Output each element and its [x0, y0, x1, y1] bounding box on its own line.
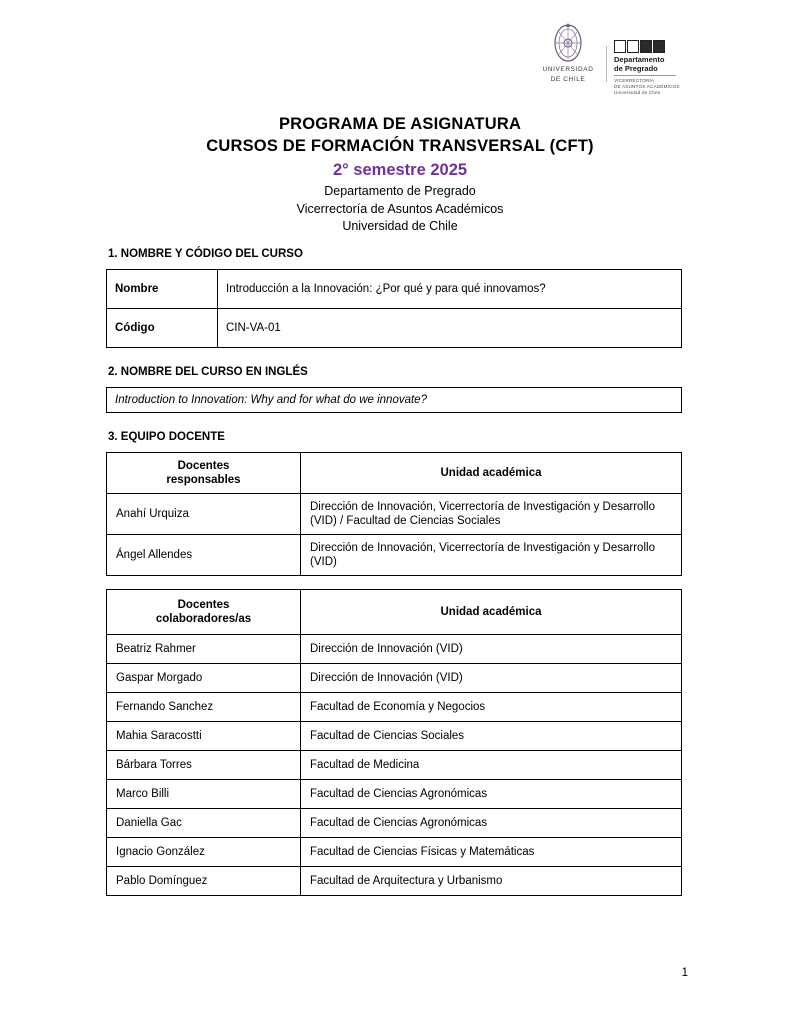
department-sub1: VICERRECTORÍA [614, 78, 655, 83]
table-row [107, 838, 682, 867]
course-code-value: CIN-VA-01 [218, 309, 682, 348]
collaborating-teacher-unit: Facultad de Arquitectura y Urbanismo [301, 867, 682, 896]
lead-teachers-header [107, 453, 301, 494]
collaborating-teacher-unit: Facultad de Ciencias Agronómicas [301, 809, 682, 838]
table-header-row [107, 590, 682, 635]
table-row [107, 270, 682, 309]
table-row [107, 664, 682, 693]
title-sub-1: Departamento de Pregrado [324, 184, 476, 198]
collaborating-teacher-name: Fernando Sanchez [107, 693, 301, 722]
collaborating-teacher-name: Marco Billi [107, 780, 301, 809]
collaborating-teacher-unit: Dirección de Innovación (VID) [301, 635, 682, 664]
course-code-label: Código [107, 309, 218, 348]
collaborating-teacher-name: Mahia Saracostti [107, 722, 301, 751]
collaborating-teachers-table [106, 589, 682, 896]
table-row [107, 535, 682, 576]
table-row [107, 780, 682, 809]
collaborating-teacher-unit: Facultad de Ciencias Agronómicas [301, 780, 682, 809]
table-row [107, 635, 682, 664]
collaborating-teachers-header [107, 590, 301, 635]
table-row [107, 751, 682, 780]
course-name-value: Introducción a la Innovación: ¿Por qué y para qué innovamos? [218, 270, 682, 309]
department-logo [614, 40, 694, 96]
collaborating-teacher-name: Ignacio González [107, 838, 301, 867]
title-semester: 2° semestre 2025 [332, 161, 468, 179]
course-name-label: Nombre [107, 270, 218, 309]
collaborating-teacher-unit: Facultad de Ciencias Físicas y Matemáticas [301, 838, 682, 867]
collaborating-teacher-name: Gaspar Morgado [107, 664, 301, 693]
collaborating-teacher-unit: Facultad de Economía y Negocios [301, 693, 682, 722]
university-name-line1: UNIVERSIDAD [542, 66, 594, 73]
table-row [107, 809, 682, 838]
table-row [107, 388, 682, 413]
lead-teachers-table [106, 452, 682, 576]
table-row [107, 722, 682, 751]
lead-teachers-unit-header: Unidad académica [301, 453, 682, 494]
collaborating-teacher-unit: Facultad de Ciencias Sociales [301, 722, 682, 751]
table-row [107, 494, 682, 535]
department-line2: de Pregrado [614, 63, 658, 73]
collaborating-teacher-name: Beatriz Rahmer [107, 635, 301, 664]
department-rule [614, 75, 676, 76]
title-sub-3: Universidad de Chile [342, 219, 458, 233]
department-sub2: DE ASUNTOS ACADÉMICOS [614, 84, 680, 89]
lead-teachers-header-line1: Docentes [177, 460, 230, 472]
course-name-code-table [106, 269, 682, 348]
collaborating-teacher-name: Pablo Domínguez [107, 867, 301, 896]
logo-divider [606, 46, 607, 82]
university-logo [534, 22, 602, 84]
section-heading-1: 1. NOMBRE Y CÓDIGO DEL CURSO [108, 248, 303, 260]
section-heading-3: 3. EQUIPO DOCENTE [108, 431, 225, 443]
department-line1: Departamento [614, 55, 665, 64]
page-number: 1 [681, 967, 688, 979]
lead-teachers-header-line2: responsables [166, 474, 241, 486]
lead-teacher-unit: Dirección de Innovación, Vicerrectoría de Investigación y Desarrollo (VID) [301, 535, 682, 576]
university-name-line2: DE CHILE [550, 76, 586, 83]
department-blocks-icon [614, 40, 694, 54]
document-body [106, 248, 682, 896]
collaborating-teachers-header-line1: Docentes [177, 599, 230, 611]
collaborating-teachers-header-line2: colaboradores/as [155, 613, 252, 625]
collaborating-teacher-unit: Facultad de Medicina [301, 751, 682, 780]
department-sub3: Universidad de Chile [614, 90, 661, 95]
course-english-name-value: Introduction to Innovation: Why and for what do we innovate? [107, 388, 682, 413]
lead-teacher-unit: Dirección de Innovación, Vicerrectoría de Investigación y Desarrollo (VID) / Facultad de Ciencias Sociales [301, 494, 682, 535]
section-heading-2: 2. NOMBRE DEL CURSO EN INGLÉS [108, 366, 308, 378]
table-row [107, 309, 682, 348]
university-crest-icon [549, 22, 587, 64]
collaborating-teacher-name: Daniella Gac [107, 809, 301, 838]
table-row [107, 693, 682, 722]
header-logos [0, 22, 800, 95]
title-line-1: PROGRAMA DE ASIGNATURA [278, 115, 522, 133]
collaborating-teachers-unit-header: Unidad académica [301, 590, 682, 635]
table-header-row [107, 453, 682, 494]
collaborating-teacher-name: Bárbara Torres [107, 751, 301, 780]
title-line-2: CURSOS DE FORMACIÓN TRANSVERSAL (CFT) [206, 137, 594, 155]
lead-teacher-name: Ángel Allendes [107, 535, 301, 576]
table-row [107, 867, 682, 896]
collaborating-teacher-unit: Dirección de Innovación (VID) [301, 664, 682, 693]
course-english-name-table [106, 387, 682, 413]
title-sub-2: Vicerrectoría de Asuntos Académicos [296, 201, 504, 216]
lead-teacher-name: Anahí Urquiza [107, 494, 301, 535]
document-title-block [0, 113, 800, 235]
